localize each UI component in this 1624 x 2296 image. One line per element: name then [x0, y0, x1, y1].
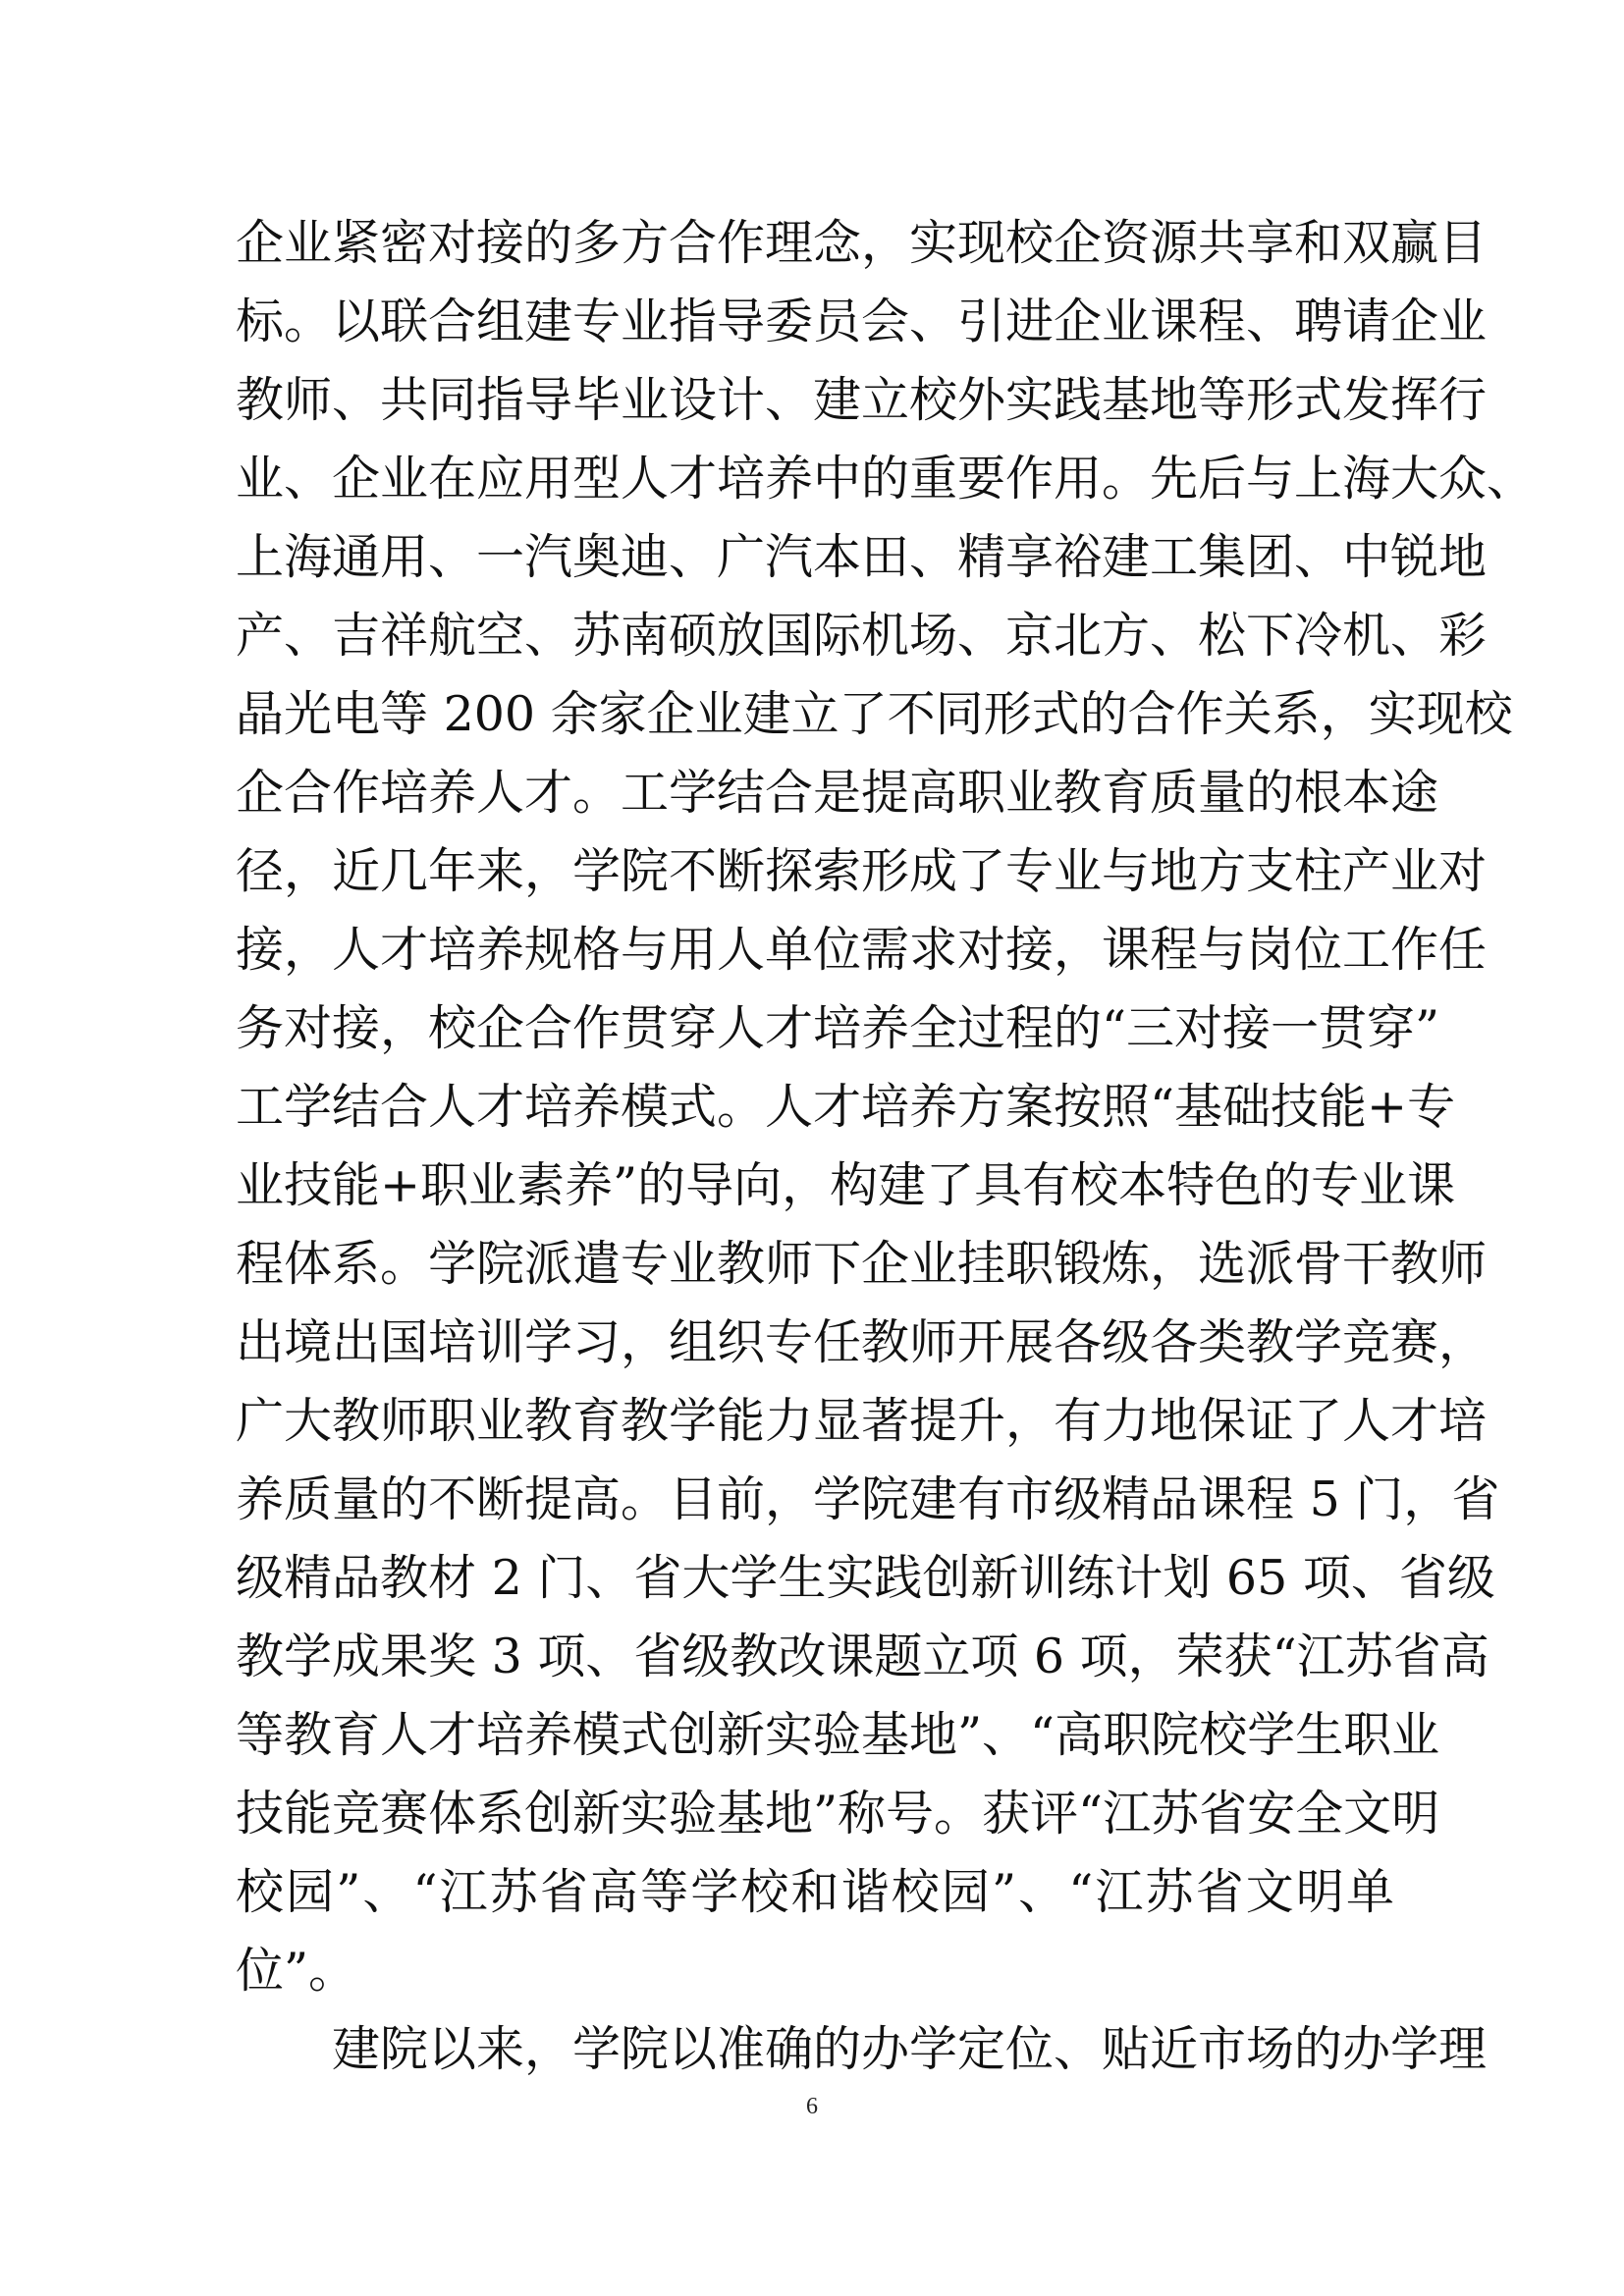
paragraph-first-line: 建院以来，学院以准确的办学定位、贴近市场的办学理: [332, 2021, 1488, 2077]
text-line: 养质量的不断提高。目前，学院建有市级精品课程 5 门，省: [236, 1471, 1500, 1527]
text-line: 技能竞赛体系创新实验基地”称号。获评“江苏省安全文明: [236, 1786, 1440, 1842]
text-line: 工学结合人才培养模式。人才培养方案按照“基础技能+专: [236, 1079, 1456, 1135]
text-line: 企合作培养人才。工学结合是提高职业教育质量的根本途: [236, 765, 1439, 821]
text-line: 程体系。学院派遣专业教师下企业挂职锻炼，选派骨干教师: [236, 1236, 1488, 1292]
text-line: 教学成果奖 3 项、省级教改课题立项 6 项，荣获“江苏省高: [236, 1629, 1489, 1684]
text-line: 接，人才培养规格与用人单位需求对接，课程与岗位工作任: [236, 922, 1488, 978]
text-line: 位”。: [236, 1943, 357, 1999]
text-line: 标。以联合组建专业指导委员会、引进企业课程、聘请企业: [236, 294, 1488, 349]
text-line: 上海通用、一汽奥迪、广汽本田、精享裕建工集团、中锐地: [236, 529, 1488, 585]
text-line: 务对接，校企合作贯穿人才培养全过程的“三对接一贯穿”: [236, 1000, 1440, 1056]
text-line: 等教育人才培养模式创新实验基地”、“高职院校学生职业: [236, 1707, 1440, 1763]
text-line: 教师、共同指导毕业设计、建立校外实践基地等形式发挥行: [236, 372, 1488, 428]
text-line: 晶光电等 200 余家企业建立了不同形式的合作关系，实现校: [236, 686, 1513, 742]
text-line: 产、吉祥航空、苏南硕放国际机场、京北方、松下冷机、彩: [236, 608, 1488, 664]
text-line: 径，近几年来，学院不断探索形成了专业与地方支柱产业对: [236, 843, 1488, 899]
body-text: [236, 204, 1536, 2089]
text-line: 业、企业在应用型人才培养中的重要作用。先后与上海大众、: [236, 451, 1536, 507]
text-line: 出境出国培训学习，组织专任教师开展各级各类教学竞赛，: [236, 1314, 1488, 1370]
text-line: 广大教师职业教育教学能力显著提升，有力地保证了人才培: [236, 1393, 1488, 1449]
text-line: 校园”、“江苏省高等学校和谐校园”、“江苏省文明单: [236, 1864, 1394, 1920]
page-number: 6: [806, 2094, 818, 2119]
text-line: 企业紧密对接的多方合作理念，实现校企资源共享和双赢目: [236, 215, 1488, 271]
text-line: 级精品教材 2 门、省大学生实践创新训练计划 65 项、省级: [236, 1550, 1495, 1606]
text-line: 业技能+职业素养”的导向，构建了具有校本特色的专业课: [236, 1157, 1456, 1213]
